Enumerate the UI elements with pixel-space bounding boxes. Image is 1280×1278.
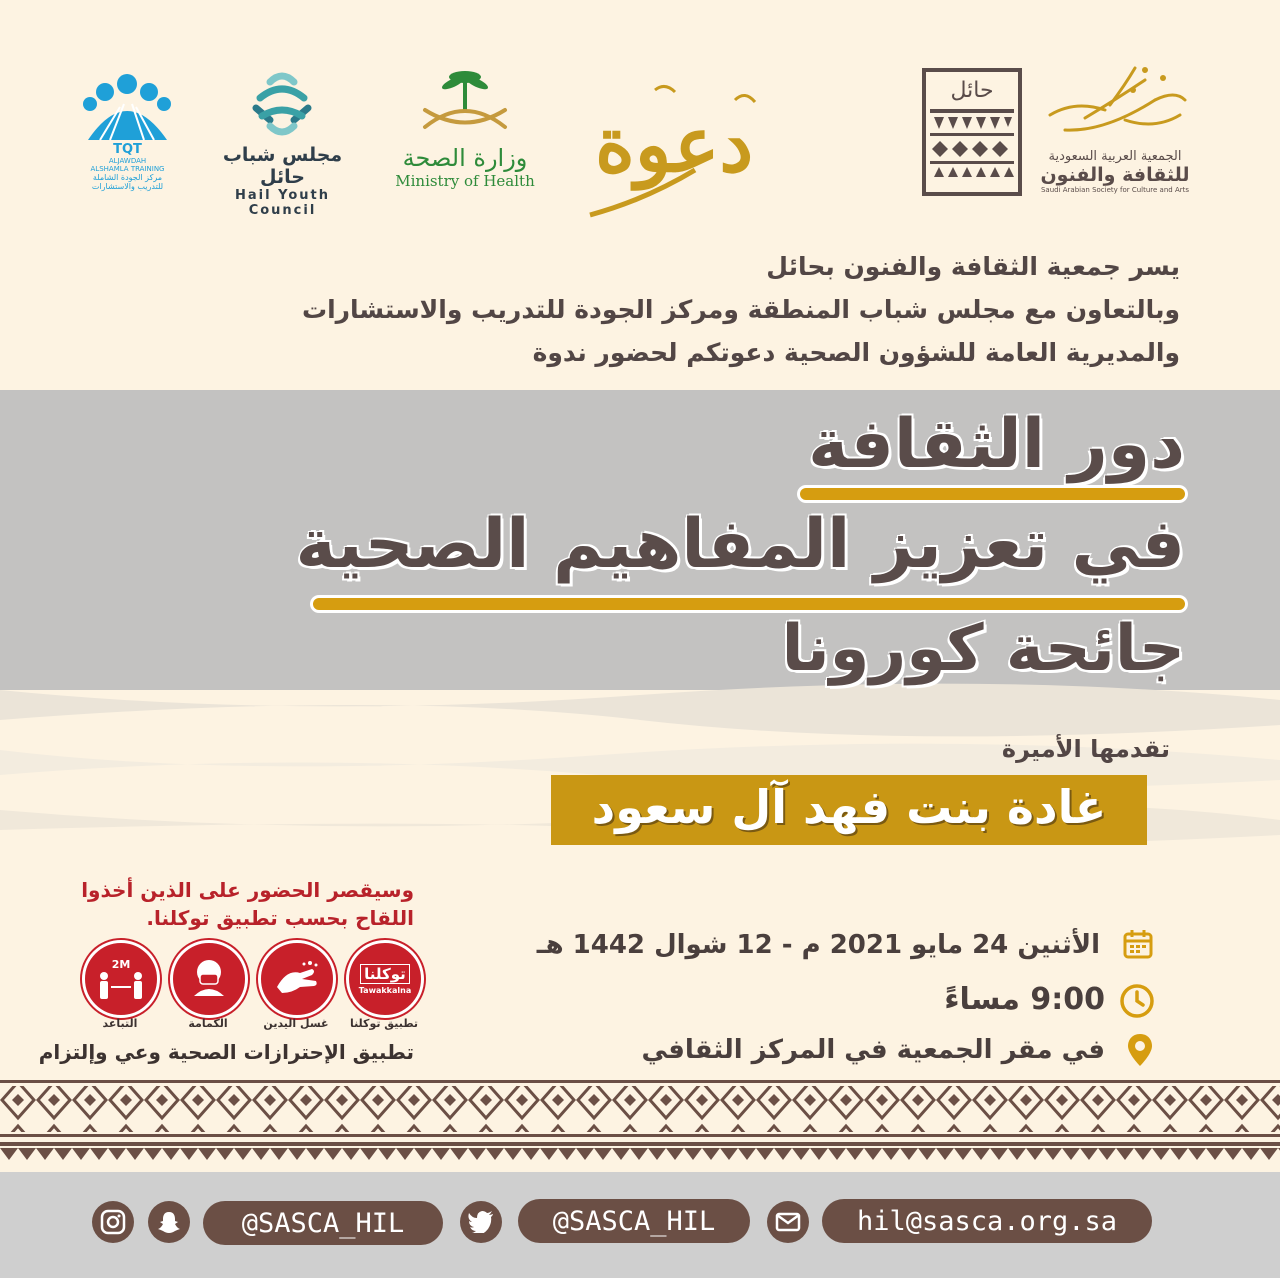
presenter-name: غادة بنت فهد آل سعود — [591, 780, 1107, 834]
notice-footer: تطبيق الإحترازات الصحية وعي وإلتزام — [38, 1040, 414, 1064]
email-address[interactable]: hil@sasca.org.sa — [822, 1199, 1152, 1243]
moh-en: Ministry of Health — [395, 172, 535, 190]
tawakkalna-ar: توكلنا — [360, 964, 410, 984]
twitter-handle[interactable]: @SASCA_HIL — [518, 1199, 750, 1243]
location-pin-icon — [1126, 1032, 1154, 1072]
presenter-label: تقدمها الأميرة — [1001, 735, 1170, 763]
hail-youth-ar: مجلس شباب حائل — [222, 144, 343, 188]
email-icon[interactable] — [767, 1201, 809, 1243]
distancing-caption: التباعد — [102, 1017, 138, 1030]
mask-icon — [170, 940, 248, 1018]
hail-youth-emblem-icon — [200, 70, 365, 140]
distancing-badge: 2M — [111, 957, 131, 971]
tqt-en-1: ALJAWDAH — [108, 157, 147, 165]
title-line-3: جائحة كورونا — [781, 612, 1185, 686]
snapchat-handle[interactable]: @SASCA_HIL — [203, 1201, 443, 1245]
hail-youth-logo — [200, 70, 365, 218]
tqt-people-icon — [80, 72, 175, 142]
tawakkalna-en: Tawakkalna — [358, 985, 412, 995]
intro-line-2: وبالتعاون مع مجلس شباب المنطقة ومركز الجودة للتدريب والاستشارات — [301, 295, 1180, 324]
palm-swords-icon — [385, 65, 545, 140]
snapchat-icon[interactable] — [148, 1201, 190, 1243]
notice-line-1: وسيقصر الحضور على الذين أخذوا — [81, 878, 414, 902]
hail-stamp-logo — [922, 68, 1022, 196]
sasca-emblem-icon — [1035, 60, 1195, 145]
tqt-ar-2: للتدريب والاستشارات — [91, 182, 164, 191]
tawakkalna-badge — [346, 940, 424, 1018]
intro-line-3: والمديرية العامة للشؤون الصحية دعوتكم لحضور ندوة — [532, 338, 1180, 367]
event-location: في مقر الجمعية في المركز الثقافي — [641, 1035, 1105, 1065]
tqt-en-2: ALSHAMLA TRAINING — [90, 165, 165, 173]
sasca-logo — [1035, 60, 1195, 205]
sadu-border — [0, 1078, 1280, 1168]
event-date: الأثنين 24 مايو 2021 م - 12 شوال 1442 هـ — [536, 930, 1100, 960]
mask-caption: الكمامة — [188, 1017, 228, 1030]
intro-line-1: يسر جمعية الثقافة والفنون بحائل — [766, 252, 1180, 281]
sasca-ar-2: للثقافة والفنون — [1040, 164, 1190, 186]
handwash-caption: غسل اليدين — [263, 1017, 329, 1030]
hail-youth-en: Hail Youth Council — [235, 188, 330, 218]
daawa-calligraphy — [585, 80, 775, 220]
tqt-ar-1: مركز الجودة الشاملة — [92, 173, 163, 182]
event-time: 9:00 مساءً — [944, 982, 1105, 1017]
hail-stamp-text: حائل — [950, 78, 994, 103]
calendar-icon — [1122, 928, 1154, 964]
title-line-2: في تعزيز المفاهيم الصحية — [295, 505, 1185, 584]
tqt-logo — [80, 72, 175, 191]
tawakkalna-caption: تطبيق توكلنا — [349, 1017, 419, 1030]
title-line-1: دور الثقافة — [808, 405, 1185, 484]
moh-logo — [385, 65, 545, 195]
intro-text — [180, 245, 1180, 374]
clock-icon — [1118, 982, 1156, 1024]
instagram-icon[interactable] — [92, 1201, 134, 1243]
twitter-icon[interactable] — [460, 1201, 502, 1243]
sadu-pattern-icon — [926, 103, 1018, 183]
two-people-icon — [96, 971, 146, 1001]
handwash-icon — [258, 940, 336, 1018]
sasca-ar-1: الجمعية العربية السعودية — [1048, 149, 1182, 164]
notice-line-2: اللقاح بحسب تطبيق توكلنا. — [146, 906, 414, 930]
title-underline-1 — [800, 488, 1185, 500]
sasca-en: Saudi Arabian Society for Culture and Arts — [1040, 186, 1190, 194]
daawa-text: دعوة — [595, 100, 754, 189]
title-underline-2 — [313, 598, 1185, 610]
moh-ar: وزارة الصحة — [402, 144, 528, 172]
tqt-abbr: TQT — [113, 142, 142, 157]
distancing-icon — [82, 940, 160, 1018]
